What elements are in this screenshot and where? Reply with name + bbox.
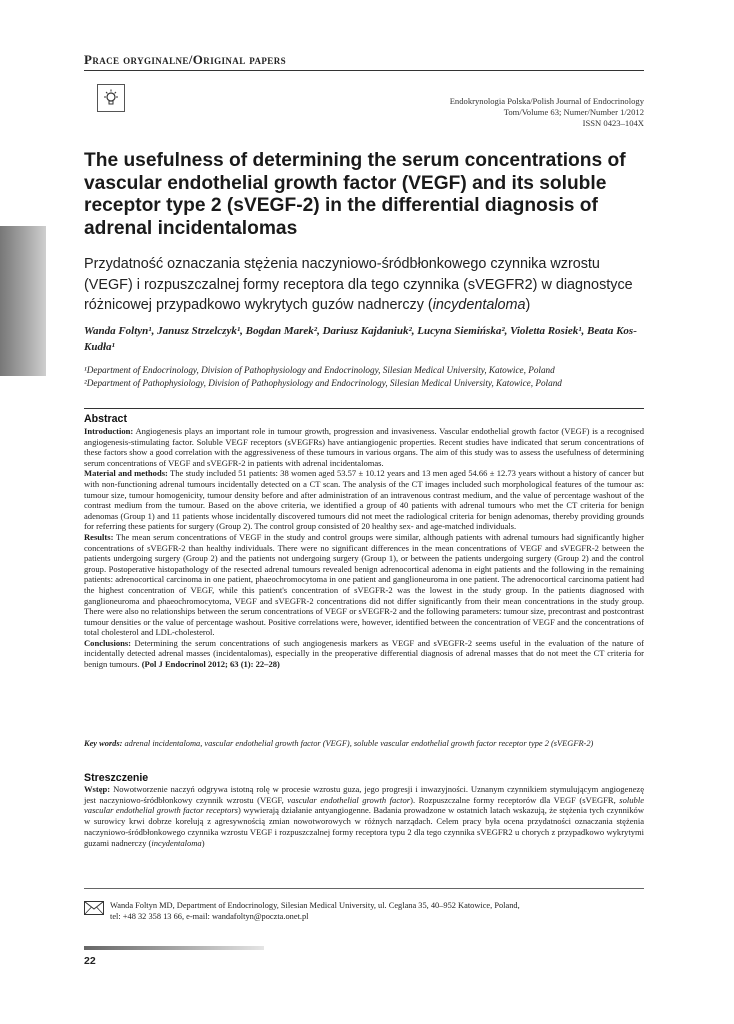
streszczenie-text-1: Nowotworzenie naczyń odgrywa istotną rolę w procesie wzrostu guza, jego progresji i inwazyjności. Uznanym czynnikiem stymulującym angiogenezę jest naczyniowo-śródbłonkowy czynnik wzrostu (VEGF,	[84, 784, 644, 805]
affiliations	[84, 364, 644, 389]
abstract-heading: Abstract	[84, 413, 127, 425]
methods-text: The study included 51 patients: 38 women aged 53.57 ± 10.12 years and 13 men aged 54.66 ± 12.73 years without a history of cancer but with non-functioning adrenal tumours incidentally detected on a CT scan. The analysis of the CT images included such morphological features of the tumour as: tumour size, tumour homogenicity, tumour density before and after administration of an intravenous contrast medium, and the value of percentage washout of the contrast medium from the tumour. Based on the above criteria, we identified a group of 40 patients with adrenal tumours who met the CT criteria for benign adenomas (Group 1) and 11 patients whose incidentally discovered tumours did not meet the radiological criteria for benign adenomas, thereby providing grounds for referring these patients for surgery (Group 2). The control group consisted of 20 healthy sex- and age-matched individuals.	[84, 468, 645, 532]
contact-line-1: Wanda Foltyn MD, Department of Endocrinology, Silesian Medical University, ul. Ceglana 35, 40–952 Katowice, Poland,	[110, 901, 520, 910]
keywords-label: Key words:	[84, 739, 123, 748]
streszczenie-text-4: )	[201, 837, 205, 848]
abstract-introduction	[84, 426, 644, 468]
streszczenie-italic-3: incydentaloma	[151, 837, 202, 848]
header-rule	[84, 70, 644, 71]
streszczenie-text-2: ). Rozpuszczalne formy receptorów dla VEGF (sVEGFR,	[410, 794, 620, 805]
lightbulb-icon	[97, 84, 125, 112]
wstep-label: Wstęp:	[84, 784, 111, 794]
abstract-rule	[84, 408, 644, 409]
affiliation-1: ¹Department of Endocrinology, Division of Pathophysiology and Endocrinology, Silesian Medical University, Katowice, Poland	[84, 365, 555, 375]
streszczenie-body	[84, 784, 644, 848]
journal-info	[450, 96, 644, 129]
abstract-results	[84, 532, 644, 638]
abstract-conclusions	[84, 638, 644, 670]
abstract-methods	[84, 468, 644, 532]
footer-rule	[84, 888, 644, 889]
contact-line-2: tel: +48 32 358 13 66, e-mail: wandafoltyn@poczta.onet.pl	[110, 912, 309, 921]
affiliation-2: ²Department of Pathophysiology, Division of Pathophysiology and Endocrinology, Silesian Medical University, Katowice, Poland	[84, 377, 562, 388]
keywords-text: adrenal incidentaloma, vascular endothelial growth factor (VEGF), soluble vascular endothelial growth factor receptor type 2 (sVEGFR-2)	[122, 739, 594, 748]
correspondence-address	[110, 900, 630, 922]
intro-label: Introduction:	[84, 426, 134, 436]
results-text: The mean serum concentrations of VEGF in the study and control groups were similar, although patients with adrenal tumours had significantly higher concentrations of sVEGFR-2 than healthy individuals. There were no significant differences in the mean concentrations of VEGF and sVEGFR-2 between the patients undergoing surgery (Group 2) and the patients not undergoing surgery (Group 1), or between the patients undergoing surgery (Group 2) and the control group. Postoperative histopathology of the resected adrenal tumours revealed benign adrenocortical adenoma in eight patients and the following in the remaining patients: adrenocortical carcinoma in one patient, phaeochromocytoma in one patient and ganglioneuroma in one patient. The adrenocortical carcinoma patient had the highest concentration of VEGF, while this patient's concentration of sVEGFR-2 was the lowest in the study group. In the patients diagnosed with ganglioneuroma and phaeochromocytoma, VEGF and sVEGFR-2 concentrations did not differ significantly from their mean concentrations in the study group. There were also no relationships between the serum concentrations of VEGF or sVEGFR-2 and the following parameters: tumour size, precontrast and postcontrast tumour densities or the value of percentage washout. Positive correlations were, however, identified between the concentration of VEGF and the concentrations of total cholesterol and LDL-cholesterol.	[84, 531, 644, 638]
envelope-icon	[84, 900, 104, 914]
keywords	[84, 739, 644, 750]
streszczenie-italic-2: soluble vascular endothelial growth factor receptors	[84, 794, 644, 816]
side-decoration-bar	[0, 226, 46, 376]
author-list: Wanda Foltyn¹, Janusz Strzelczyk¹, Bogdan Marek², Dariusz Kajdaniuk², Lucyna Siemińska², Violetta Rosiek¹, Beata Kos-Kudła¹	[84, 325, 637, 353]
journal-issn: ISSN 0423–104X	[582, 118, 644, 128]
citation: (Pol J Endocrinol 2012; 63 (1): 22–28)	[141, 659, 280, 670]
article-title: The usefulness of determining the serum concentrations of vascular endothelial growth factor (VEGF) and its soluble receptor type 2 (sVEGF-2) in the differential diagnosis of adrenal incidentalomas	[84, 150, 626, 239]
subtitle-text: Przydatność oznaczania stężenia naczyniowo-śródbłonkowego czynnika wzrostu (VEGF) i rozpuszczalnej formy receptora dla tego czynnika (sVEGFR2) w diagnostyce różnicowej przypadkowo wykrytych guzów nadnerczy (	[84, 256, 633, 313]
article-subtitle	[84, 254, 644, 316]
journal-volume: Tom/Volume 63; Numer/Number 1/2012	[503, 107, 644, 117]
intro-text: Angiogenesis plays an important role in tumour growth, progression and invasiveness. Vascular endothelial growth factor (VEGF) is a recognised angiogenesis-stimulating factor. Soluble VEGF receptors (sVEGFRs) have antiangiogenic properties. Recent studies have indicated that serum concentrations of these factors show a good correlation with the aggressiveness of these tumours in various organs. The aim of this study was to assess the usefulness of determining serum concentrations of VEGF and sVEGFR-2 in patients with adrenal incidentalomas.	[84, 426, 644, 468]
results-label: Results:	[84, 531, 114, 542]
conclusions-text: Determining the serum concentrations of such angiogenesis markers as VEGF and sVEGFR-2 seems useful in the evaluation of the nature of incidentally detected adrenal masses (incidentalomas), especially in the preoperative differential diagnosis of adrenal masses that do not meet the CT criteria for benign tumours.	[84, 637, 644, 670]
streszczenie-heading: Streszczenie	[84, 772, 149, 784]
streszczenie-italic-1: vascular endothelial growth factor	[287, 794, 411, 805]
page-number: 22	[84, 955, 96, 967]
conclusions-label: Conclusions:	[84, 637, 132, 648]
section-heading: Prace oryginalne/Original papers	[84, 52, 286, 67]
footer-bar	[84, 946, 264, 950]
subtitle-italic: incydentaloma	[432, 297, 526, 313]
abstract-body	[84, 426, 644, 670]
methods-label: Material and methods:	[84, 468, 168, 479]
journal-name: Endokrynologia Polska/Polish Journal of Endocrinology	[449, 96, 644, 106]
streszczenie-text-3: ) wywierają działanie antyangiogenne. Badania prowadzone w ostatnich latach wskazują, że stężenia tych czynników w surowicy krwi dobrze korelują z agresywnością zmian nowotworowych w różnych narządach. Celem pracy była ocena przydatności oznaczania stężenia naczyniowo-śródbłonkowego czynnika wzrostu VEGF i rozpuszczalnej formy receptora typu 2 dla tego czynnika sVEGFR2 u chorych z przypadkowo wykrytymi guzami nadnerczy (	[84, 805, 644, 848]
subtitle-end: )	[525, 297, 531, 313]
